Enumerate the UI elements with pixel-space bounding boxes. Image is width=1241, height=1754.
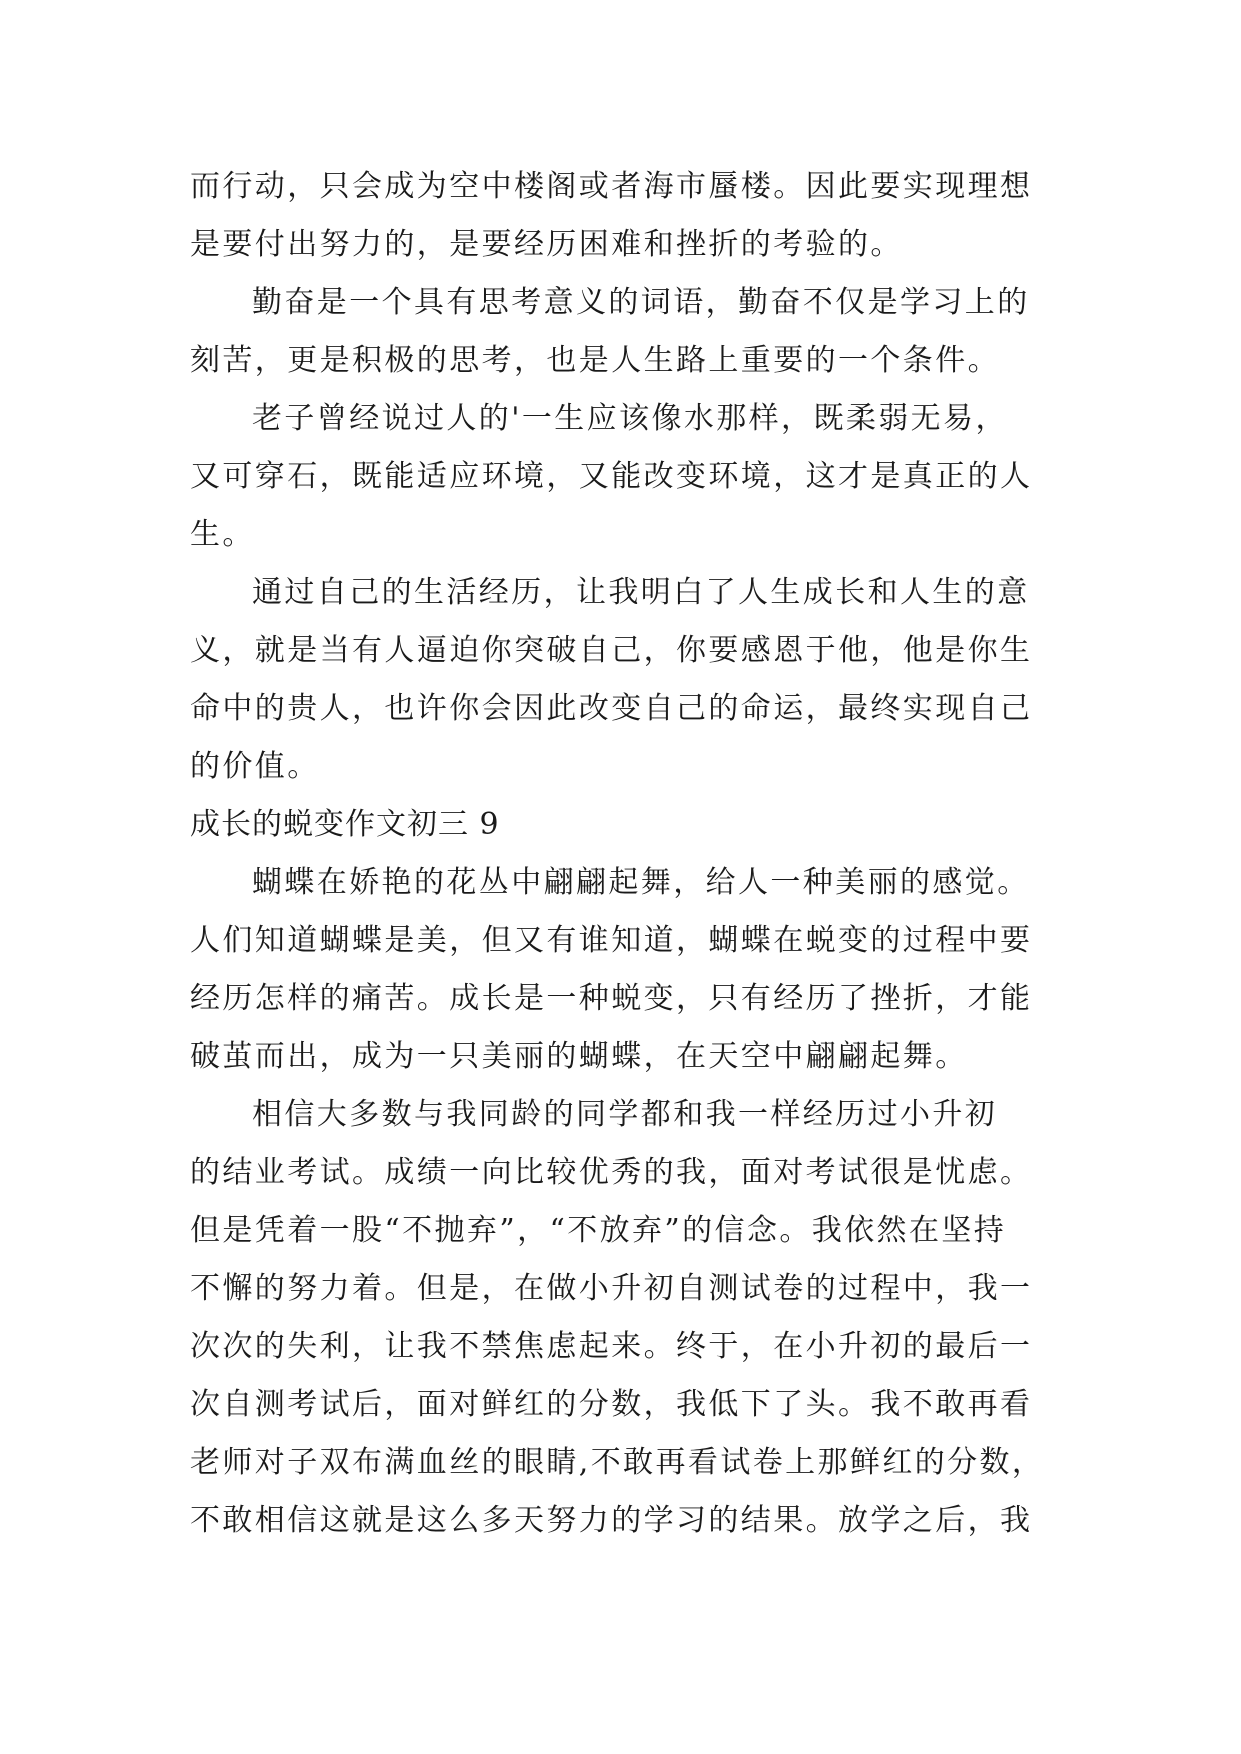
text-line: 次次的失利，让我不禁焦虑起来。终于，在小升初的最后一 [190, 1329, 1033, 1364]
text-line: 不懈的努力着。但是，在做小升初自测试卷的过程中，我一 [190, 1271, 1033, 1306]
paragraph-start-line: 相信大多数与我同龄的同学都和我一样经历过小升初 [252, 1097, 998, 1132]
text-line: 命中的贵人，也许你会因此改变自己的命运，最终实现自己 [190, 691, 1033, 726]
text-line: 经历怎样的痛苦。成长是一种蜕变，只有经历了挫折，才能 [190, 981, 1033, 1016]
text-line: 次自测考试后，面对鲜红的分数，我低下了头。我不敢再看 [190, 1387, 1033, 1422]
text-line: 不敢相信这就是这么多天努力的学习的结果。放学之后，我 [190, 1503, 1033, 1538]
section-heading: 成长的蜕变作文初三 9 [190, 807, 500, 842]
paragraph-start-line: 蝴蝶在娇艳的花丛中翩翩起舞，给人一种美丽的感觉。 [252, 865, 1030, 900]
document-page [190, 158, 1050, 1550]
text-line: 的结业考试。成绩一向比较优秀的我，面对考试很是忧虑。 [190, 1155, 1033, 1190]
text-line: 破茧而出，成为一只美丽的蝴蝶，在天空中翩翩起舞。 [190, 1039, 968, 1074]
text-line: 而行动，只会成为空中楼阁或者海市蜃楼。因此要实现理想 [190, 169, 1033, 204]
text-line: 生。 [190, 517, 255, 552]
paragraph-start-line: 老子曾经说过人的'一生应该像水那样，既柔弱无易， [252, 401, 1008, 436]
paragraph-start-line: 勤奋是一个具有思考意义的词语，勤奋不仅是学习上的 [252, 285, 1030, 320]
text-line: 是要付出努力的，是要经历困难和挫折的考验的。 [190, 227, 903, 262]
paragraph-start-line: 通过自己的生活经历，让我明白了人生成长和人生的意 [252, 575, 1030, 610]
text-line: 又可穿石，既能适应环境，又能改变环境，这才是真正的人 [190, 459, 1033, 494]
text-line: 但是凭着一股“不抛弃”，“不放弃”的信念。我依然在坚持 [190, 1213, 1007, 1248]
text-line: 义，就是当有人逼迫你突破自己，你要感恩于他，他是你生 [190, 633, 1033, 668]
text-line: 人们知道蝴蝶是美，但又有谁知道，蝴蝶在蜕变的过程中要 [190, 923, 1033, 958]
text-line: 的价值。 [190, 749, 320, 784]
text-line: 刻苦，更是积极的思考，也是人生路上重要的一个条件。 [190, 343, 1000, 378]
text-line: 老师对子双布满血丝的眼睛,不敢再看试卷上那鲜红的分数， [190, 1445, 1045, 1480]
